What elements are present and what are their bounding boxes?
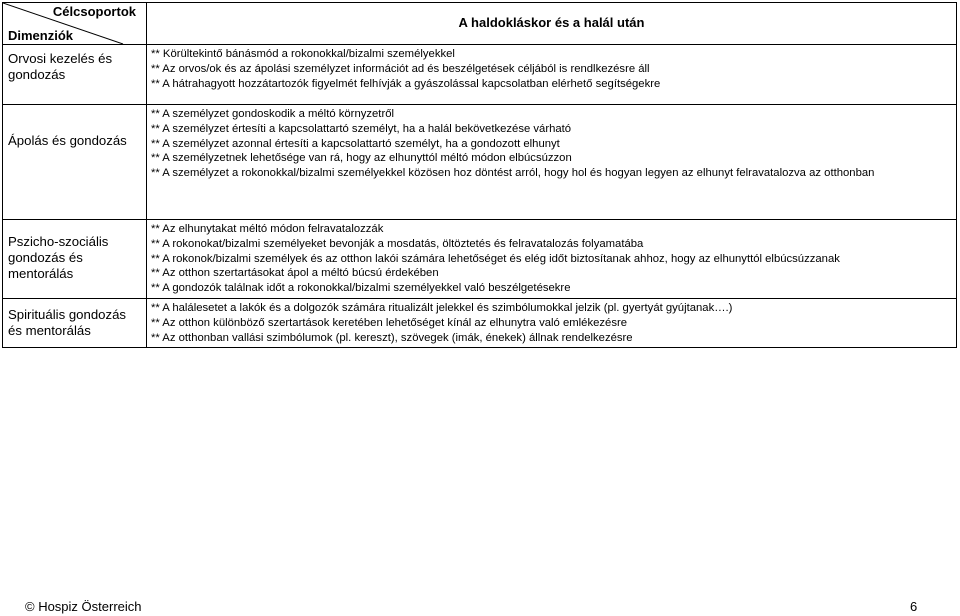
list-item: ** A személyzet gondoskodik a méltó környzetről bbox=[151, 108, 395, 120]
target-groups-label: Célcsoportok bbox=[52, 4, 136, 19]
list-item: ** A személyzet azonnal értesíti a kapcsolattartó személyt, ha a gondozott elhunyt bbox=[151, 137, 560, 150]
dimension-cell: Ápolás és gondozás bbox=[3, 105, 147, 220]
list-item: ** A személyzet a rokonokkal/bizalmi személyekkel közösen hoz döntést arról, hogy hol és hogyan legyen az elhunyt felravatalozva az otthonban bbox=[151, 167, 875, 180]
dimension-cell: Orvosi kezelés és gondozás bbox=[3, 45, 147, 105]
items-cell bbox=[147, 298, 957, 347]
list-item: ** Az otthon szertartásokat ápol a méltó búcsú érdekében bbox=[151, 267, 439, 280]
list-item: ** A személyzetnek lehetősége van rá, hogy az elhunyttól méltó módon elbúcsúzzon bbox=[151, 152, 572, 165]
items-cell bbox=[147, 220, 957, 299]
corner-cell bbox=[3, 3, 147, 45]
column-header: A haldokláskor és a halál után bbox=[147, 3, 957, 45]
list-item: ** A rokonokat/bizalmi személyeket bevonják a mosdatás, öltöztetés és felravatalozás folyamatába bbox=[151, 237, 644, 250]
list-item: ** Az otthon különböző szertartások keretében lehetőséget kínál az elhunytra való emlékezésre bbox=[151, 316, 628, 329]
items-cell bbox=[147, 105, 957, 220]
list-item: ** Körültekintő bánásmód a rokonokkal/bizalmi személyekkel bbox=[151, 48, 455, 60]
table-row bbox=[3, 105, 957, 220]
table-header-row bbox=[3, 3, 957, 45]
list-item: ** Az elhunytakat méltó módon felravatalozzák bbox=[151, 223, 384, 235]
table-row bbox=[3, 298, 957, 347]
list-item: ** A személyzet értesíti a kapcsolattartó személyt, ha a halál bekövetkezése várható bbox=[151, 122, 572, 135]
list-item: ** A hátrahagyott hozzátartozók figyelmét felhívják a gyászolással kapcsolatban elérhető segítségekre bbox=[151, 77, 661, 90]
table-row bbox=[3, 220, 957, 299]
dimensions-label: Dimenziók bbox=[8, 28, 74, 43]
footer-copyright: © Hospiz Österreich bbox=[25, 599, 142, 614]
dimension-cell: Pszicho-szociális gondozás és mentorálás bbox=[3, 220, 147, 299]
dimension-cell: Spirituális gondozás és mentorálás bbox=[3, 298, 147, 347]
quality-table bbox=[2, 2, 957, 348]
list-item: ** A rokonok/bizalmi személyek és az otthon lakói számára lehetőséget és elég időt biztosítanak ahhoz, hogy az elhunyttól elbúcsúzzanak bbox=[151, 252, 840, 265]
list-item: ** A gondozók találnak időt a rokonokkal/bizalmi személyekkel való beszélgetésekre bbox=[151, 282, 571, 295]
items-cell bbox=[147, 45, 957, 105]
list-item: ** Az otthonban vallási szimbólumok (pl. kereszt), szövegek (imák, énekek) állnak rendelkezésre bbox=[151, 331, 633, 344]
table-row bbox=[3, 45, 957, 105]
list-item: ** A halálesetet a lakók és a dolgozók számára ritualizált jelekkel és szimbólumokkal jelzik (pl. gyertyát gyújtanak….) bbox=[151, 301, 733, 314]
page-number: 6 bbox=[910, 599, 918, 614]
list-item: ** Az orvos/ok és az ápolási személyzet információt ad és beszélgetések céljából is rendlkezésre áll bbox=[151, 62, 650, 75]
